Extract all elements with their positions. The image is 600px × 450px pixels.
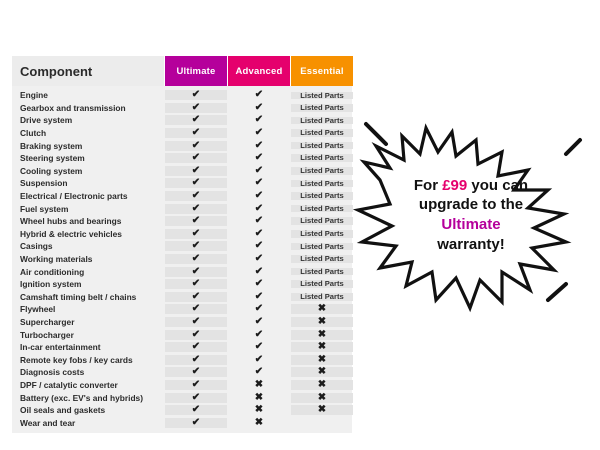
check-icon: ✔ (254, 341, 264, 353)
check-icon: ✔ (254, 328, 264, 340)
cell-ultimate (165, 267, 227, 277)
cell-advanced (228, 115, 290, 125)
callout-line-2: upgrade to the (418, 196, 524, 214)
cell-advanced (228, 418, 290, 428)
table-row (12, 316, 352, 329)
row-component-name: Wheel hubs and bearings (20, 216, 122, 227)
check-icon: ✔ (191, 227, 201, 239)
row-component-name: Battery (exc. EV's and hybrids) (20, 392, 144, 403)
cross-icon: ✖ (254, 416, 264, 428)
cell-ultimate (165, 317, 227, 327)
table-row (12, 228, 352, 241)
table-row (12, 240, 352, 253)
cell-ultimate (165, 292, 227, 302)
row-component-name: Ignition system (20, 279, 82, 290)
cell-advanced (228, 355, 290, 365)
check-icon: ✔ (191, 303, 201, 315)
listed-parts-label: Listed Parts (300, 178, 344, 188)
table-row (12, 379, 352, 392)
table-row (12, 265, 352, 278)
cell-ultimate (165, 103, 227, 113)
cell-advanced (228, 292, 290, 302)
cell-advanced (228, 393, 290, 403)
cell-ultimate (165, 241, 227, 251)
callout-tier: Ultimate (441, 216, 501, 234)
row-component-name: Wear and tear (20, 417, 76, 428)
cell-essential (291, 330, 353, 340)
check-icon: ✔ (254, 139, 264, 151)
column-header-ultimate: Ultimate (165, 56, 227, 86)
check-icon: ✔ (191, 127, 201, 139)
check-icon: ✔ (254, 278, 264, 290)
cross-icon: ✖ (317, 404, 327, 416)
check-icon: ✔ (254, 227, 264, 239)
cell-essential (291, 268, 353, 276)
row-component-name: Diagnosis costs (20, 367, 85, 378)
check-icon: ✔ (254, 101, 264, 113)
listed-parts-label: Listed Parts (300, 166, 344, 176)
check-icon: ✔ (191, 177, 201, 189)
listed-parts-label: Listed Parts (300, 153, 344, 163)
cell-advanced (228, 90, 290, 100)
listed-parts-label: Listed Parts (300, 229, 344, 239)
row-component-name: In-car entertainment (20, 342, 101, 353)
listed-parts-label: Listed Parts (300, 292, 344, 301)
row-component-name: Drive system (20, 115, 73, 126)
check-icon: ✔ (191, 366, 201, 378)
cell-essential (291, 380, 353, 390)
callout-line-4: warranty! (437, 235, 505, 253)
row-component-name: Gearbox and transmission (20, 102, 126, 113)
row-component-name: DPF / catalytic converter (20, 379, 118, 390)
cell-essential (291, 280, 353, 288)
cell-ultimate (165, 418, 227, 428)
row-component-name: Hybrid & electric vehicles (20, 228, 122, 239)
table-row (12, 303, 352, 316)
cell-advanced (228, 153, 290, 163)
cell-essential (291, 92, 353, 100)
cross-icon: ✖ (317, 341, 327, 353)
listed-parts-label: Listed Parts (300, 216, 344, 226)
cell-essential (291, 217, 353, 225)
cell-ultimate (165, 355, 227, 365)
cell-ultimate (165, 141, 227, 151)
cell-essential (291, 154, 353, 162)
row-component-name: Turbocharger (20, 329, 74, 340)
cell-advanced (228, 103, 290, 113)
cell-essential (291, 142, 353, 150)
check-icon: ✔ (254, 127, 264, 139)
row-component-name: Braking system (20, 140, 83, 151)
cell-ultimate (165, 304, 227, 314)
check-icon: ✔ (191, 190, 201, 202)
cell-advanced (228, 204, 290, 214)
listed-parts-label: Listed Parts (300, 203, 344, 213)
cell-ultimate (165, 254, 227, 264)
table-row (12, 152, 352, 165)
row-component-name: Oil seals and gaskets (20, 405, 106, 416)
check-icon: ✔ (191, 101, 201, 113)
cross-icon: ✖ (317, 378, 327, 390)
column-header-component: Component (12, 56, 164, 86)
cell-ultimate (165, 279, 227, 289)
check-icon: ✔ (191, 139, 201, 151)
table-row (12, 253, 352, 266)
table-row (12, 215, 352, 228)
check-icon: ✔ (191, 114, 201, 126)
row-component-name: Camshaft timing belt / chains (20, 291, 137, 302)
cross-icon: ✖ (317, 315, 327, 327)
row-component-name: Remote key fobs / key cards (20, 354, 133, 365)
table-row (12, 165, 352, 178)
table-row (12, 328, 352, 341)
listed-parts-label: Listed Parts (300, 103, 344, 113)
row-component-name: Flywheel (20, 304, 56, 315)
row-component-name: Cooling system (20, 165, 83, 176)
row-component-name: Electrical / Electronic parts (20, 191, 128, 202)
callout-text (382, 176, 560, 254)
check-icon: ✔ (191, 278, 201, 290)
cell-advanced (228, 229, 290, 239)
table-row (12, 391, 352, 404)
cell-essential (291, 192, 353, 200)
cross-icon: ✖ (317, 366, 327, 378)
table-row (12, 127, 352, 140)
table-row (12, 202, 352, 215)
row-component-name: Supercharger (20, 316, 75, 327)
check-icon: ✔ (254, 164, 264, 176)
cell-ultimate (165, 367, 227, 377)
callout-prefix: For (413, 177, 443, 194)
table-row (12, 416, 352, 429)
listed-parts-label: Listed Parts (300, 90, 344, 100)
spark-line-top-right (566, 140, 580, 154)
cross-icon: ✖ (317, 353, 327, 365)
cross-icon: ✖ (254, 378, 264, 390)
check-icon: ✔ (254, 89, 264, 101)
cross-icon: ✖ (254, 391, 264, 403)
cell-advanced (228, 128, 290, 138)
check-icon: ✔ (191, 152, 201, 164)
cell-ultimate (165, 178, 227, 188)
check-icon: ✔ (191, 253, 201, 265)
table-row (12, 404, 352, 417)
callout-line-1 (382, 176, 560, 195)
cell-ultimate (165, 204, 227, 214)
cell-essential (291, 293, 353, 301)
cell-essential (291, 243, 353, 251)
cross-icon: ✖ (317, 328, 327, 340)
table-row (12, 366, 352, 379)
cell-advanced (228, 178, 290, 188)
table-row (12, 139, 352, 152)
check-icon: ✔ (254, 265, 264, 277)
check-icon: ✔ (254, 190, 264, 202)
warranty-comparison-table (12, 56, 352, 433)
cell-essential (291, 317, 353, 327)
check-icon: ✔ (191, 378, 201, 390)
table-row (12, 89, 352, 102)
cell-ultimate (165, 128, 227, 138)
cell-essential (291, 180, 353, 188)
check-icon: ✔ (191, 215, 201, 227)
cell-ultimate (165, 90, 227, 100)
cell-essential (291, 117, 353, 125)
check-icon: ✔ (254, 290, 264, 302)
cell-ultimate (165, 380, 227, 390)
cell-advanced (228, 166, 290, 176)
cell-essential (291, 355, 353, 365)
listed-parts-label: Listed Parts (300, 254, 344, 264)
row-component-name: Clutch (20, 128, 47, 139)
table-body (12, 86, 352, 433)
callout-price: £99 (442, 177, 468, 194)
cell-advanced (228, 141, 290, 151)
cell-essential (291, 255, 353, 263)
check-icon: ✔ (254, 215, 264, 227)
check-icon: ✔ (254, 114, 264, 126)
table-row (12, 353, 352, 366)
listed-parts-label: Listed Parts (300, 191, 344, 201)
table-row (12, 341, 352, 354)
cell-advanced (228, 380, 290, 390)
table-row (12, 114, 352, 127)
cell-advanced (228, 317, 290, 327)
check-icon: ✔ (254, 253, 264, 265)
cell-essential (291, 405, 353, 415)
check-icon: ✔ (191, 89, 201, 101)
cell-advanced (228, 279, 290, 289)
cell-ultimate (165, 115, 227, 125)
check-icon: ✔ (254, 366, 264, 378)
row-component-name: Casings (20, 241, 53, 252)
cell-ultimate (165, 153, 227, 163)
cell-advanced (228, 367, 290, 377)
spark-line-bottom-right (548, 284, 566, 300)
upgrade-callout (352, 118, 590, 316)
check-icon: ✔ (191, 391, 201, 403)
cell-essential (291, 342, 353, 352)
cell-advanced (228, 342, 290, 352)
cell-essential (291, 104, 353, 112)
row-component-name: Air conditioning (20, 266, 85, 277)
cell-advanced (228, 330, 290, 340)
table-row (12, 190, 352, 203)
listed-parts-label: Listed Parts (300, 241, 344, 251)
listed-parts-label: Listed Parts (300, 266, 344, 276)
check-icon: ✔ (191, 290, 201, 302)
column-header-advanced: Advanced (228, 56, 290, 86)
row-component-name: Suspension (20, 178, 68, 189)
cell-essential (291, 367, 353, 377)
cell-essential (291, 304, 353, 314)
cell-essential (291, 393, 353, 403)
listed-parts-label: Listed Parts (300, 128, 344, 138)
cross-icon: ✖ (317, 303, 327, 315)
check-icon: ✔ (254, 303, 264, 315)
check-icon: ✔ (191, 240, 201, 252)
cell-essential (291, 129, 353, 137)
cell-advanced (228, 191, 290, 201)
check-icon: ✔ (191, 353, 201, 365)
cell-advanced (228, 405, 290, 415)
cross-icon: ✖ (317, 391, 327, 403)
cell-ultimate (165, 229, 227, 239)
check-icon: ✔ (191, 265, 201, 277)
cell-ultimate (165, 342, 227, 352)
check-icon: ✔ (191, 341, 201, 353)
check-icon: ✔ (254, 152, 264, 164)
cell-advanced (228, 254, 290, 264)
check-icon: ✔ (254, 202, 264, 214)
check-icon: ✔ (191, 202, 201, 214)
listed-parts-label: Listed Parts (300, 140, 344, 150)
cell-ultimate (165, 191, 227, 201)
cross-icon: ✖ (254, 404, 264, 416)
check-icon: ✔ (254, 315, 264, 327)
table-row (12, 278, 352, 291)
spark-line-top-left (366, 124, 386, 144)
cell-ultimate (165, 216, 227, 226)
row-component-name: Fuel system (20, 203, 69, 214)
cell-essential (291, 167, 353, 175)
cell-ultimate (165, 405, 227, 415)
listed-parts-label: Listed Parts (300, 115, 344, 125)
cell-ultimate (165, 393, 227, 403)
row-component-name: Working materials (20, 254, 93, 265)
row-component-name: Engine (20, 90, 48, 101)
callout-suffix: you can (467, 177, 529, 194)
column-header-essential: Essential (291, 56, 353, 86)
cell-ultimate (165, 330, 227, 340)
cell-advanced (228, 216, 290, 226)
cell-advanced (228, 267, 290, 277)
cell-essential (291, 230, 353, 238)
check-icon: ✔ (191, 404, 201, 416)
table-row (12, 102, 352, 115)
cell-ultimate (165, 166, 227, 176)
row-component-name: Steering system (20, 153, 85, 164)
table-row (12, 291, 352, 304)
check-icon: ✔ (254, 240, 264, 252)
check-icon: ✔ (191, 164, 201, 176)
check-icon: ✔ (254, 177, 264, 189)
check-icon: ✔ (191, 416, 201, 428)
table-row (12, 177, 352, 190)
cell-advanced (228, 241, 290, 251)
table-header-row (12, 56, 352, 86)
cell-advanced (228, 304, 290, 314)
check-icon: ✔ (191, 328, 201, 340)
listed-parts-label: Listed Parts (300, 279, 344, 289)
check-icon: ✔ (254, 353, 264, 365)
cell-essential (291, 205, 353, 213)
check-icon: ✔ (191, 315, 201, 327)
